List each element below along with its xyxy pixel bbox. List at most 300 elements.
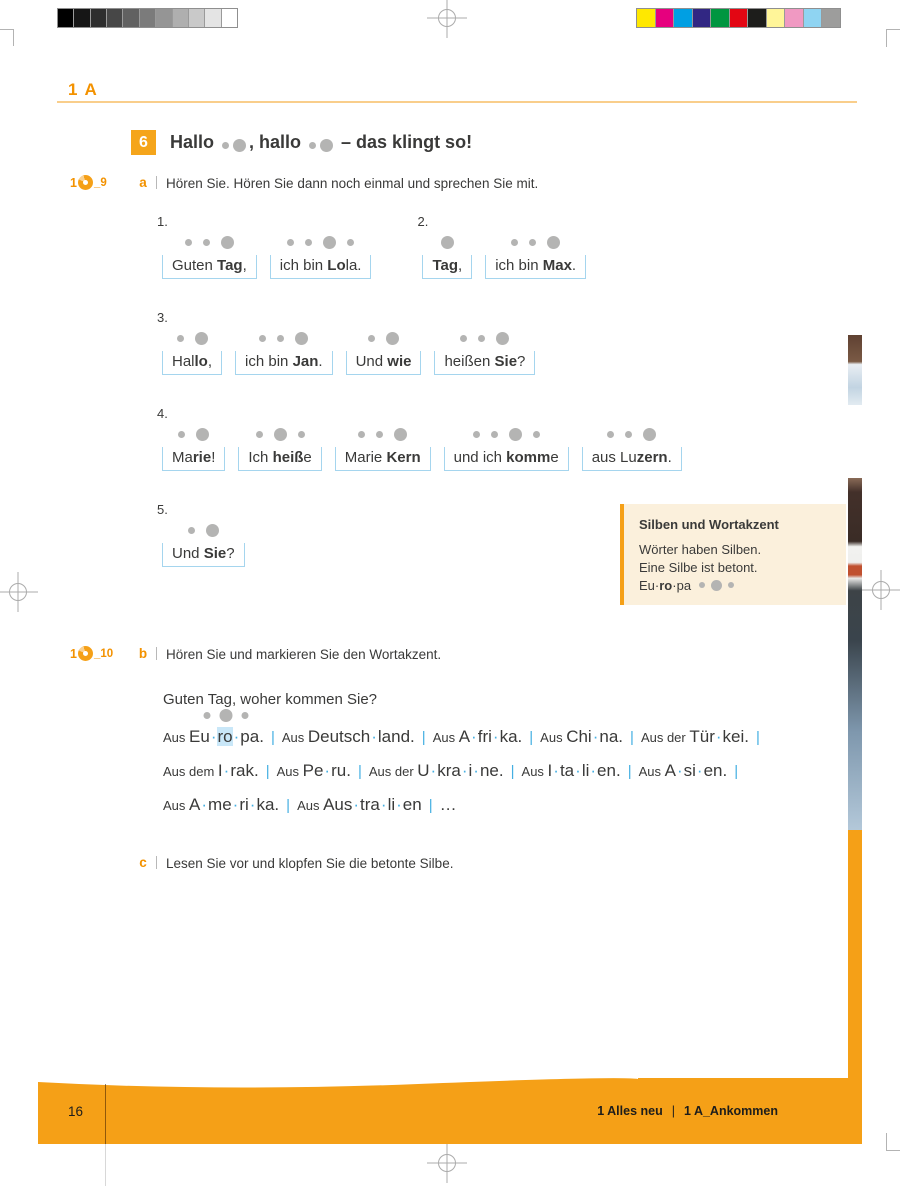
phrase-text: , [242, 257, 247, 274]
country-word [308, 727, 415, 746]
country-word-wrap [459, 725, 523, 750]
syllable: en [402, 795, 422, 814]
country-word-wrap [308, 725, 415, 750]
syllable-separator: · [201, 795, 208, 814]
syllable: i [468, 761, 473, 780]
phrase-item [444, 427, 569, 471]
syllable-dots-row [204, 709, 249, 722]
letter-divider [156, 176, 157, 189]
stress-dot [206, 524, 219, 537]
phrase-item [238, 427, 321, 471]
syllable-separator: · [430, 761, 437, 780]
stressed-syllable: Kern [386, 449, 421, 466]
speech-box [235, 351, 333, 375]
info-example-dots [699, 580, 734, 591]
list-separator-pipe: | [734, 763, 739, 780]
color-swatch [748, 9, 767, 27]
syllable-dots-row [238, 427, 321, 442]
country-list [163, 708, 793, 827]
stress-dot [204, 712, 211, 719]
country-item [639, 763, 728, 780]
speech-box [270, 255, 372, 279]
syllable-dots-row [335, 427, 431, 442]
stress-dot [547, 236, 560, 249]
phrase-list [162, 235, 371, 279]
stress-dot [277, 335, 284, 342]
speech-box [422, 255, 472, 279]
phrase-group-row [157, 502, 682, 567]
phrase-text: Ich [248, 449, 273, 466]
syllable-separator: · [590, 761, 597, 780]
country-prefix: Aus [432, 730, 459, 745]
list-separator-pipe: | [428, 797, 433, 814]
phrase-text: Marie [344, 449, 387, 466]
country-word-wrap [323, 793, 422, 818]
speech-box [162, 543, 245, 567]
phrase-text: . [667, 449, 672, 466]
syllable-separator: · [249, 795, 256, 814]
country-word [303, 761, 351, 780]
phrase-item [485, 235, 586, 279]
country-line [163, 725, 793, 750]
syllable: kei [722, 727, 745, 746]
syllable: Pe [302, 761, 324, 780]
country-word-wrap [566, 725, 623, 750]
country-prefix: Aus der [368, 764, 418, 779]
syllable-separator: · [461, 761, 468, 780]
country-punctuation: . [615, 761, 621, 780]
stress-dot [188, 527, 195, 534]
grayscale-swatch [91, 9, 107, 27]
photo-strip-fragment [848, 335, 862, 405]
group-number-label: 5. [157, 502, 168, 517]
country-punctuation: . [618, 727, 624, 746]
syllable: li [387, 795, 396, 814]
country-item [163, 729, 264, 746]
country-item [277, 763, 351, 780]
syllable: A [189, 795, 201, 814]
stress-dot [478, 335, 485, 342]
syllable-separator: · [715, 727, 722, 746]
phrase-item [162, 331, 222, 375]
syllable: me [208, 795, 232, 814]
syllable-separator: · [223, 761, 230, 780]
syllable: li [581, 761, 590, 780]
list-separator-pipe: | [265, 763, 270, 780]
phrase-text: e [550, 449, 559, 466]
stress-dot [177, 335, 184, 342]
footer-lesson: 1 A_Ankommen [683, 1104, 778, 1118]
stress-dot [441, 236, 454, 249]
phrase-item [422, 235, 472, 279]
syllable-dots-row [485, 235, 586, 250]
info-box-example [639, 578, 834, 593]
phrase-group-row [157, 214, 682, 279]
syllable: A [458, 727, 471, 746]
syllable-separator: · [371, 727, 377, 746]
stress-dot [221, 236, 234, 249]
syllable-separator: · [676, 761, 683, 780]
list-separator-pipe: | [630, 729, 634, 746]
syllable-dots-row [444, 427, 569, 442]
phrase-group-row [157, 406, 682, 471]
crop-mark-top-right [886, 29, 900, 47]
syllable: A [664, 761, 676, 780]
stressed-syllable: heiß [272, 449, 304, 466]
stressed-syllable: Sie [203, 545, 227, 562]
stress-dot [323, 236, 336, 249]
phrase-list [162, 427, 682, 471]
phrase-item [335, 427, 431, 471]
color-swatch [637, 9, 656, 27]
phrase-group [157, 310, 535, 375]
country-punctuation: . [253, 761, 259, 780]
country-word-wrap [218, 759, 259, 784]
stress-dot [625, 431, 632, 438]
syllable: ka [256, 795, 275, 814]
syllable: en [703, 761, 723, 780]
syllable: ta [559, 761, 575, 780]
syllable-separator: · [396, 795, 402, 814]
country-prefix: Aus dem [163, 764, 218, 779]
country-punctuation: . [346, 761, 351, 780]
syllable-dots-row [235, 331, 333, 346]
phrase-text: Hal [172, 353, 195, 370]
syllable-dots-row [582, 427, 682, 442]
grayscale-swatch [140, 9, 156, 27]
section-a-row [70, 175, 830, 191]
stressed-syllable: Sie [494, 353, 518, 370]
country-punctuation: . [410, 727, 415, 746]
speech-box [238, 447, 321, 471]
stress-dot [185, 239, 192, 246]
list-separator-pipe: | [510, 763, 515, 780]
color-swatch [767, 9, 786, 27]
color-swatch [693, 9, 712, 27]
speech-box [346, 351, 422, 375]
syllable-separator: · [380, 795, 387, 814]
phrase-item [162, 235, 257, 279]
syllable-separator: · [232, 795, 239, 814]
syllable: pa [676, 577, 692, 593]
syllable-dots-row [162, 427, 225, 442]
list-separator-pipe: | [627, 763, 632, 780]
country-punctuation: . [722, 761, 728, 780]
country-word [218, 761, 259, 780]
stress-dot [220, 709, 233, 722]
country-word-wrap [665, 759, 728, 784]
country-word [566, 727, 623, 746]
country-word-wrap [417, 759, 503, 784]
color-swatch [730, 9, 749, 27]
section-a-letter: a [139, 175, 147, 190]
grayscale-swatch [123, 9, 139, 27]
country-punctuation: . [259, 727, 264, 746]
header-rule [57, 101, 857, 103]
phrase-item [270, 235, 372, 279]
photo-strip-fragment [848, 478, 862, 830]
chapter-label: 1 A [68, 80, 99, 99]
speech-box [162, 255, 257, 279]
orange-bleed-strip [848, 830, 862, 1080]
grayscale-swatch [107, 9, 123, 27]
country-word [459, 727, 523, 746]
stressed-syllable: Tag [217, 257, 243, 274]
cd-icon [78, 646, 93, 661]
color-swatch [656, 9, 675, 27]
ellipsis: … [439, 795, 457, 814]
registration-mark-right [861, 570, 900, 610]
exercise-title: Hallo , hallo – das klingt so! [170, 132, 473, 152]
list-separator-pipe: | [270, 729, 275, 746]
syllable: ka [499, 727, 518, 746]
stress-dot [699, 582, 705, 588]
footer-breadcrumb [597, 1078, 778, 1144]
phrase-text: , [207, 353, 213, 370]
stressed-syllable: rie [192, 449, 212, 466]
syllable: si [683, 761, 696, 780]
track-disc-number: 1 [70, 646, 77, 661]
country-punctuation: . [744, 727, 749, 746]
syllable: ri [239, 795, 249, 814]
phrase-group [417, 214, 586, 279]
country-word-wrap [189, 793, 279, 818]
speech-box [485, 255, 586, 279]
phrase-text: heißen [444, 353, 495, 370]
syllable: en [597, 761, 616, 780]
syllable: pa [240, 727, 260, 746]
stress-dot [203, 239, 210, 246]
stress-dot [643, 428, 656, 441]
list-separator-pipe: | [529, 729, 534, 746]
country-item [282, 729, 415, 746]
syllable: Deutsch [307, 727, 371, 746]
stress-dot [256, 431, 263, 438]
country-line [163, 759, 793, 784]
grayscale-swatch [156, 9, 172, 27]
country-item [433, 729, 523, 746]
country-prefix: Aus der [640, 730, 690, 745]
color-swatch [711, 9, 730, 27]
stress-dot [533, 431, 540, 438]
phrase-text: und ich [453, 449, 507, 466]
color-swatch [674, 9, 693, 27]
stressed-syllable: komm [506, 449, 551, 466]
phrase-text: ? [517, 353, 526, 370]
phrase-groups [157, 214, 682, 598]
audio-track-marker [70, 175, 128, 190]
syllable: ne [479, 761, 499, 780]
phrase-item [346, 331, 422, 375]
syllable: rak [230, 761, 254, 780]
stressed-syllable: Max [542, 257, 572, 274]
page-number: 16 [68, 1103, 84, 1119]
letter-divider [156, 856, 157, 869]
stress-dot [368, 335, 375, 342]
syllable-dots-row [162, 331, 222, 346]
phrase-text: ich bin [245, 353, 293, 370]
crop-mark-bottom-right [886, 1133, 900, 1151]
speech-box [444, 447, 569, 471]
stress-dot [358, 431, 365, 438]
syllable: I [217, 761, 223, 780]
country-word [548, 761, 621, 780]
country-prefix: Aus [297, 798, 324, 813]
country-item [540, 729, 623, 746]
section-b-letter: b [138, 646, 148, 661]
phrase-text: ! [211, 449, 216, 466]
stressed-syllable: zern [636, 449, 668, 466]
group-number-label: 3. [157, 310, 168, 325]
section-a-instruction: Hören Sie. Hören Sie dann noch einmal und sprechen Sie mit. [166, 175, 539, 191]
stress-dot [347, 239, 354, 246]
exercise-title-row [131, 130, 472, 155]
stress-dot [305, 239, 312, 246]
country-item [163, 797, 279, 814]
group-number-label: 4. [157, 406, 168, 421]
registration-mark-left [0, 572, 38, 612]
country-prefix: Aus [521, 764, 548, 779]
grayscale-swatch [222, 9, 237, 27]
syllable: land [377, 727, 411, 746]
country-punctuation: . [517, 727, 523, 746]
stressed-syllable: wie [387, 353, 412, 370]
list-separator-pipe: | [357, 763, 362, 780]
speech-box [162, 447, 225, 471]
country-line [163, 793, 793, 818]
speech-box [162, 351, 222, 375]
color-calibration-bar [636, 8, 841, 28]
stress-dot [196, 428, 209, 441]
syllable-dots-row [346, 331, 422, 346]
stress-dot [195, 332, 208, 345]
stress-dot [394, 428, 407, 441]
grayscale-calibration-bar [57, 8, 238, 28]
country-item [641, 729, 749, 746]
phrase-text: Und [355, 353, 388, 370]
track-number: _10 [93, 647, 114, 660]
stress-dot [607, 431, 614, 438]
cd-icon [78, 175, 93, 190]
syllable: fri [477, 727, 492, 746]
track-number: _9 [93, 176, 107, 189]
stress-dot [309, 142, 316, 149]
info-example-word [639, 578, 691, 593]
syllable-separator: · [210, 727, 217, 746]
stressed-syllable: lo [194, 353, 208, 370]
country-word [189, 727, 264, 746]
info-box-line1: Wörter haben Silben. [639, 542, 762, 557]
stress-dot [259, 335, 266, 342]
country-word [189, 795, 279, 814]
phrase-text: aus Lu [591, 449, 637, 466]
phrase-text: ich bin [279, 257, 328, 274]
syllable-dots-row [162, 523, 245, 538]
title-stress-dots [309, 139, 333, 152]
stress-dot [242, 712, 249, 719]
country-word [417, 761, 503, 780]
section-b-instruction: Hören Sie und markieren Sie den Wortakzent. [166, 646, 442, 662]
section-b-row [70, 646, 830, 662]
syllable: I [547, 761, 553, 780]
grayscale-swatch [189, 9, 205, 27]
footer-separator: | [671, 1104, 675, 1118]
country-prefix: Aus [163, 798, 190, 813]
country-word [665, 761, 728, 780]
syllable-separator: · [553, 761, 559, 780]
syllable-separator: · [473, 761, 479, 780]
stress-dot [511, 239, 518, 246]
phrase-group [157, 502, 245, 567]
stress-dot [274, 428, 287, 441]
syllable-separator: · [696, 761, 703, 780]
stress-dot [222, 142, 229, 149]
country-item [163, 763, 259, 780]
info-box-title: Silben und Wortakzent [639, 517, 779, 532]
syllable: ru [331, 761, 347, 780]
syllable-separator: · [324, 761, 331, 780]
phrase-text: . [571, 257, 577, 274]
phrase-item [582, 427, 682, 471]
stress-dot [298, 431, 305, 438]
color-swatch [804, 9, 823, 27]
syllable-separator: · [492, 727, 499, 746]
syllable: Tür [689, 727, 715, 746]
speech-box [582, 447, 682, 471]
stress-dot [376, 431, 383, 438]
phrase-group [157, 214, 371, 279]
syllable-separator: · [672, 577, 677, 593]
track-disc-number: 1 [70, 175, 77, 190]
stress-dot [295, 332, 308, 345]
phrase-item [235, 331, 333, 375]
syllable-separator: · [471, 727, 477, 746]
color-swatch [785, 9, 804, 27]
grayscale-swatch [58, 9, 74, 27]
group-number-label: 2. [417, 214, 429, 229]
country-item [297, 797, 422, 814]
country-word [323, 795, 422, 814]
section-c-instruction: Lesen Sie vor und klopfen Sie die betonte Silbe. [166, 855, 454, 871]
section-c-letter: c [139, 855, 147, 870]
footer-wave-decoration [38, 1077, 638, 1093]
stress-dot [473, 431, 480, 438]
group-number-label: 1. [157, 214, 168, 229]
stress-dot [496, 332, 509, 345]
phrase-item [162, 523, 245, 567]
footer-band [38, 1078, 862, 1144]
phrase-text: , [458, 257, 463, 274]
phrase-text: e [303, 449, 312, 466]
syllable: tra [360, 795, 380, 814]
country-punctuation: . [498, 761, 504, 780]
syllable: Chi [566, 727, 592, 746]
stress-dot [529, 239, 536, 246]
stress-dot [728, 582, 734, 588]
country-item [522, 763, 621, 780]
phrase-list [422, 235, 586, 279]
letter-divider [156, 647, 157, 660]
registration-mark-top [427, 0, 467, 38]
info-box-line2: Eine Silbe ist betont. [639, 559, 758, 575]
stress-dot [320, 139, 333, 152]
stressed-syllable: ro [659, 577, 673, 593]
stress-dot [233, 139, 246, 152]
footer-divider [105, 1084, 106, 1144]
country-prefix: Aus [638, 764, 665, 779]
stress-dot [460, 335, 467, 342]
phrase-text: Und [172, 545, 204, 562]
